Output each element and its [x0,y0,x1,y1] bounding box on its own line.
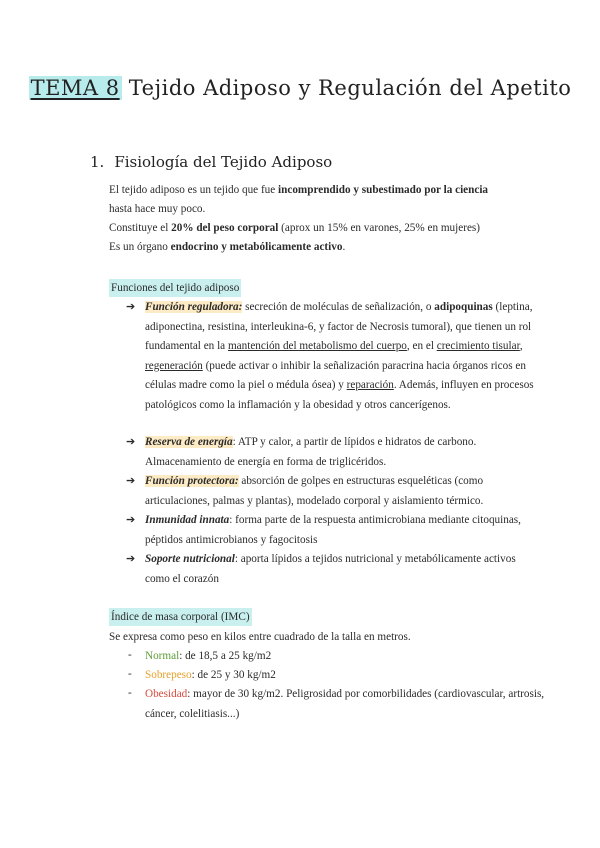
intro-text: Constituye el [109,222,172,234]
term-regulatory: Función reguladora: [145,301,243,313]
arrow-bullet-icon: ➔ [126,301,136,313]
dash-bullet: - [128,649,132,661]
imc-heading: Índice de masa corporal (IMC) [109,608,252,626]
function-regulatory [145,298,540,415]
intro-line-4 [109,238,345,258]
intro-bold: endocrino y metabólicamente activo [170,241,343,253]
term-innate-immunity: Inmunidad innata [145,514,230,526]
function-innate-immunity [145,511,540,550]
label-overweight: Sobrepeso [145,669,192,681]
intro-text: El tejido adiposo es un tejido que fue [109,184,279,196]
function-nutritional-support [145,550,540,589]
bold-adipoquinas: adipoquinas [434,301,493,313]
text: : de 25 y 30 kg/m2 [191,669,276,681]
title-topic-number: TEMA 8 [30,76,120,100]
dash-bullet: - [128,687,132,699]
term-protective: Función protectora: [145,475,239,487]
function-protective [145,472,540,511]
function-energy-reserve [145,433,540,472]
imc-obesity [145,685,545,724]
imc-intro: Se expresa como peso en kilos entre cuadrado de la talla en metros. [109,631,411,643]
imc-normal [145,647,545,667]
text: . Además, influyen en procesos patológicos como la inflamación y la obesidad y otros cancerígenos. [145,379,534,411]
imc-overweight [145,666,545,686]
underlined-term: mantención del metabolismo del cuerpo [227,340,407,352]
intro-bold: 20% del peso corporal [171,222,279,234]
label-obesity: Obesidad [145,688,188,700]
underlined-term: regeneración [145,359,203,372]
text: (leptina, adiponectina, resistina, interleukina-6, y factor de Necrosis tumoral), que tienen un rol fundamental en la [145,301,533,352]
arrow-bullet-icon: ➔ [126,436,136,448]
arrow-bullet-icon: ➔ [126,514,136,526]
dash-bullet: - [128,668,132,680]
text: secreción de moléculas de señalización, o [242,301,435,313]
title-text: Tejido Adiposo y Regulación del Apetito [121,76,572,100]
term-nutritional-support: Soporte nutricional [145,553,235,565]
page-title [0,76,600,100]
intro-line-2: hasta hace muy poco. [109,203,206,215]
arrow-bullet-icon: ➔ [126,553,136,565]
arrow-bullet-icon: ➔ [126,475,136,487]
intro-text: Es un órgano [109,241,171,253]
text: : aporta lípidos a tejidos nutricional y metabólicamente activos como el corazón [145,553,516,585]
text: : mayor de 30 kg/m2. Peligrosidad por comorbilidades (cardiovascular, artrosis, cáncer, colelitiasis...) [145,688,545,720]
intro-text: . [342,241,346,253]
text: : ATP y calor, a partir de lípidos e hidratos de carbono. Almacenamiento de energía en forma de triglicéridos. [145,436,477,468]
section-number: 1. [90,153,105,171]
text: , [519,340,523,352]
term-energy-reserve: Reserva de energía [145,436,233,448]
intro-line-1 [109,181,488,201]
text: : forma parte de la respuesta antimicrobiana mediante citoquinas, péptidos antimicrobianos y fagocitosis [145,514,521,546]
intro-text: (aprox un 15% en varones, 25% en mujeres) [278,222,480,234]
text: (puede activar o inhibir la señalización paracrina hacia órganos ricos en células madre como la piel o médula ósea) y [145,359,526,391]
intro-line-3 [109,219,480,239]
underlined-term: reparación [346,379,394,391]
text: , en el [406,340,437,352]
text: : de 18,5 a 25 kg/m2 [179,650,272,662]
functions-heading: Funciones del tejido adiposo [109,279,241,297]
section-label: Fisiología del Tejido Adiposo [114,153,333,171]
text: absorción de golpes en estructuras esqueléticas (como articulaciones, palmas y plantas), modelado corporal y aislamiento térmico. [145,475,484,507]
intro-bold: incomprendido y subestimado por la ciencia [278,184,489,196]
underlined-term: crecimiento tisular [436,340,520,352]
label-normal: Normal [145,650,180,662]
section-heading [90,153,332,171]
